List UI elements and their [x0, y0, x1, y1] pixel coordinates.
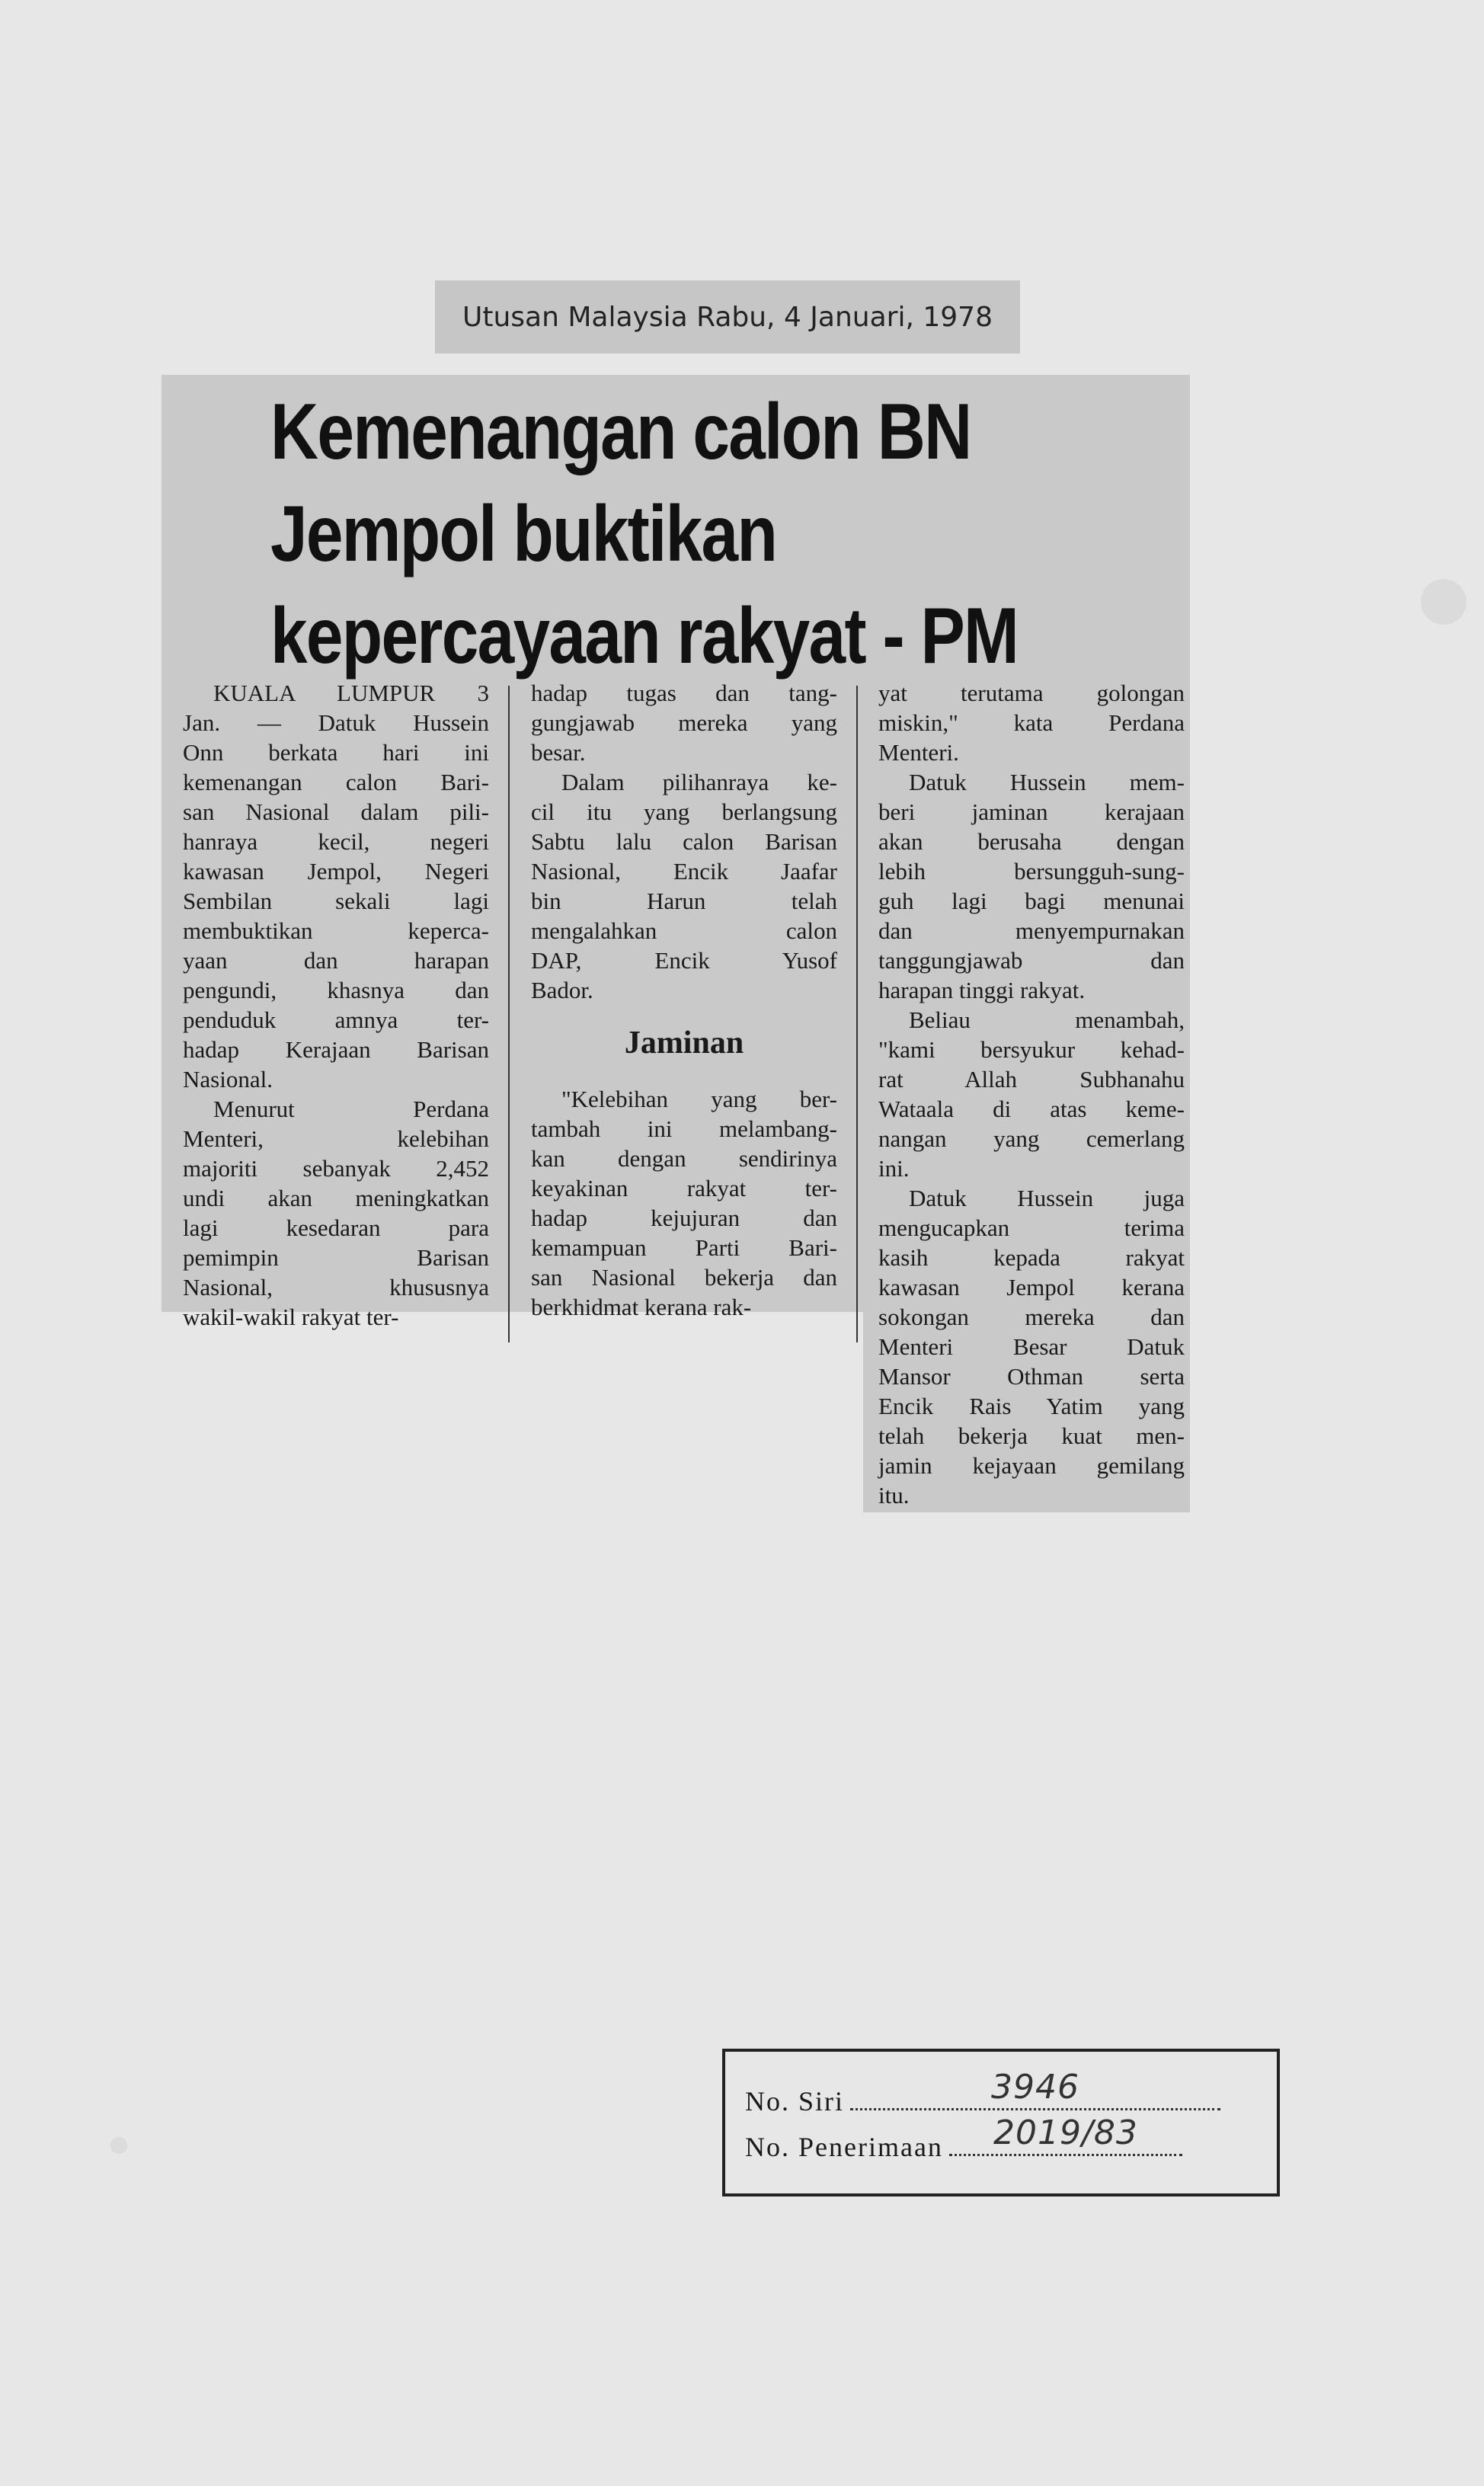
article-text-line: telah bekerja kuat men-: [878, 1422, 1185, 1449]
archive-stamp: [722, 2049, 1280, 2196]
article-text-line: Datuk Hussein mem-: [909, 769, 1185, 795]
article-text-line: Nasional, Encik Jaafar: [531, 858, 837, 885]
article-text-line: kawasan Jempol kerana: [878, 1274, 1185, 1301]
article-text-line: Bador.: [531, 977, 593, 1003]
article-text-line: tanggungjawab dan: [878, 947, 1185, 974]
stamp-value-penerimaan: [949, 2113, 1182, 2156]
article-text-line: cil itu yang berlangsung: [531, 798, 837, 825]
stamp-value-siri: [850, 2068, 1220, 2110]
article-text-line: kemampuan Parti Bari-: [531, 1234, 837, 1261]
article-text-line: nangan yang cemerlang: [878, 1125, 1185, 1152]
article-text-line: pengundi, khasnya dan: [183, 977, 489, 1003]
article-text-line: membuktikan keperca-: [183, 917, 489, 944]
article-text-line: Onn berkata hari ini: [183, 739, 489, 766]
article-text-line: bin Harun telah: [531, 888, 837, 914]
article-text-line: keyakinan rakyat ter-: [531, 1175, 837, 1201]
paper-spot: [110, 2137, 127, 2154]
article-text-line: Mansor Othman serta: [878, 1363, 1185, 1390]
article-text-line: penduduk amnya ter-: [183, 1006, 489, 1033]
article-text-line: besar.: [531, 739, 586, 766]
article-text-line: lagi kesedaran para: [183, 1214, 489, 1241]
article-text-line: Beliau menambah,: [909, 1006, 1185, 1033]
stamp-row-penerimaan: [745, 2113, 1277, 2177]
article-text-line: Nasional.: [183, 1066, 273, 1093]
article-text-line: wakil-wakil rakyat ter-: [183, 1304, 399, 1330]
article-text-line: Sabtu lalu calon Barisan: [531, 828, 837, 855]
article-text-line: Sembilan sekali lagi: [183, 888, 489, 914]
article-text-line: Encik Rais Yatim yang: [878, 1393, 1185, 1419]
article-text-line: itu.: [878, 1482, 910, 1509]
paper-spot: [1421, 579, 1466, 625]
article-text-line: hadap tugas dan tang-: [531, 680, 837, 706]
article-text-line: KUALA LUMPUR 3: [213, 680, 489, 706]
article-text-line: ini.: [878, 1155, 910, 1182]
article-text-line: gungjawab mereka yang: [531, 709, 837, 736]
article-text-line: san Nasional dalam pili-: [183, 798, 489, 825]
article-text-line: sokongan mereka dan: [878, 1304, 1185, 1330]
article-text-line: dan menyempurnakan: [878, 917, 1185, 944]
article-text-line: Datuk Hussein juga: [909, 1185, 1185, 1211]
article-text-line: Nasional, khususnya: [183, 1274, 489, 1301]
article-text-line: berkhidmat kerana rak-: [531, 1294, 752, 1320]
article-text-line: majoriti sebanyak 2,452: [183, 1155, 489, 1182]
article-text-line: harapan tinggi rakyat.: [878, 977, 1086, 1003]
article-text-line: Menteri, kelebihan: [183, 1125, 489, 1152]
article-text-line: hadap Kerajaan Barisan: [183, 1036, 489, 1063]
article-text-line: DAP, Encik Yusof: [531, 947, 837, 974]
article-headline: [270, 381, 1019, 687]
article-text-line: jamin kejayaan gemilang: [878, 1452, 1185, 1479]
article-text-line: Wataala di atas keme-: [878, 1096, 1185, 1122]
article-text-line: yat terutama golongan: [878, 680, 1185, 706]
article-text-line: kan dengan sendirinya: [531, 1145, 837, 1172]
article-text-line: Jan. — Datuk Hussein: [183, 709, 489, 736]
column-rule: [856, 686, 858, 1342]
article-column-1: [183, 678, 489, 1332]
stamp-label-penerimaan: No. Penerimaan: [745, 2132, 943, 2162]
article-text-line: beri jaminan kerajaan: [878, 798, 1185, 825]
handwritten-siri: 3946: [991, 2068, 1079, 2107]
article-text-line: san Nasional bekerja dan: [531, 1264, 837, 1291]
article-column-2: [531, 678, 837, 1322]
headline-line: Jempol buktikan: [270, 490, 777, 578]
article-text-line: lebih bersungguh-sung-: [878, 858, 1185, 885]
newspaper-source-line: Utusan Malaysia Rabu, 4 Januari, 1978: [435, 280, 1020, 354]
article-text-line: akan berusaha dengan: [878, 828, 1185, 855]
article-text-line: kawasan Jempol, Negeri: [183, 858, 489, 885]
article-text-line: Menurut Perdana: [213, 1096, 489, 1122]
article-text-line: kemenangan calon Bari-: [183, 769, 489, 795]
column-rule: [508, 686, 510, 1342]
article-text-line: pemimpin Barisan: [183, 1244, 489, 1271]
article-text-line: undi akan meningkatkan: [183, 1185, 489, 1211]
article-text-line: rat Allah Subhanahu: [878, 1066, 1185, 1093]
article-column-3: [878, 678, 1185, 1510]
article-text-line: Dalam pilihanraya ke-: [561, 769, 837, 795]
article-text-line: yaan dan harapan: [183, 947, 489, 974]
article-text-line: Menteri Besar Datuk: [878, 1333, 1185, 1360]
article-text-line: kasih kepada rakyat: [878, 1244, 1185, 1271]
article-text-line: "Kelebihan yang ber-: [561, 1086, 837, 1112]
article-text-line: hanraya kecil, negeri: [183, 828, 489, 855]
article-text-line: tambah ini melambang-: [531, 1115, 837, 1142]
handwritten-penerimaan: 2019/83: [993, 2113, 1138, 2152]
article-text-line: guh lagi bagi menunai: [878, 888, 1185, 914]
article-text-line: "kami bersyukur kehad-: [878, 1036, 1185, 1063]
article-text-line: mengucapkan terima: [878, 1214, 1185, 1241]
article-text-line: hadap kejujuran dan: [531, 1205, 837, 1231]
article-text-line: Menteri.: [878, 739, 959, 766]
article-text-line: mengalahkan calon: [531, 917, 837, 944]
article-subheading: Jaminan: [624, 1025, 744, 1061]
stamp-label-siri: No. Siri: [745, 2086, 845, 2116]
headline-line: kepercayaan rakyat - PM: [270, 592, 1019, 680]
article-text-line: miskin," kata Perdana: [878, 709, 1185, 736]
headline-line: Kemenangan calon BN: [270, 388, 971, 476]
